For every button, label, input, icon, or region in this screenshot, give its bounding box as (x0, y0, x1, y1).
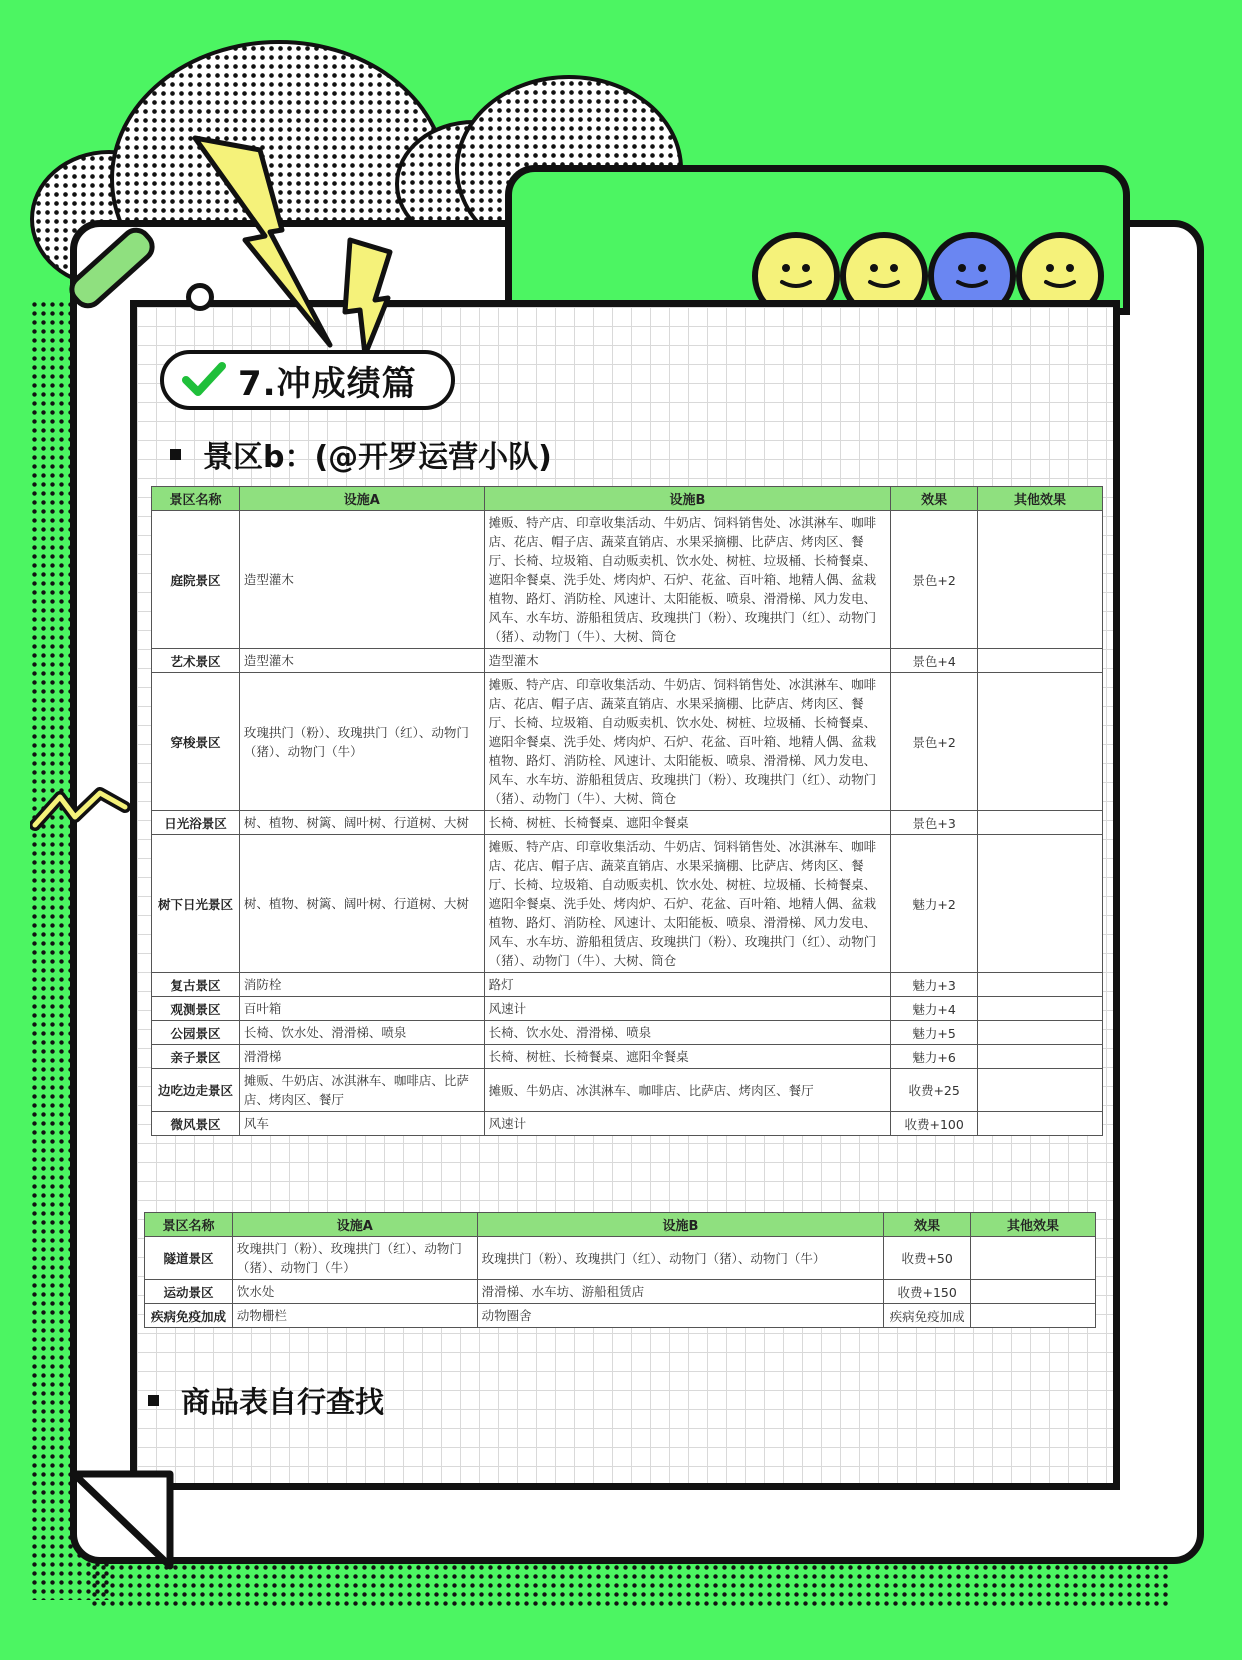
folded-corner (70, 1470, 180, 1570)
header-cell: 景区名称 (152, 487, 240, 511)
table-row (145, 1280, 1096, 1304)
table-row (152, 997, 1103, 1021)
effect-cell: 疾病免疫加成 (884, 1304, 971, 1328)
other-effect-cell (978, 673, 1103, 811)
facility-a-cell: 树、植物、树篱、阔叶树、行道树、大树 (239, 811, 484, 835)
other-effect-cell (978, 649, 1103, 673)
row-name-cell: 运动景区 (145, 1280, 233, 1304)
facility-b-cell: 摊贩、牛奶店、冰淇淋车、咖啡店、比萨店、烤肉区、餐厅 (484, 1069, 891, 1112)
facility-b-cell: 摊贩、特产店、印章收集活动、牛奶店、饲料销售处、冰淇淋车、咖啡店、花店、帽子店、蔬菜直销店、水果采摘棚、比萨店、烤肉区、餐厅、长椅、垃圾箱、自动贩卖机、饮水处、树桩、垃圾桶、长椅餐桌、遮阳伞餐桌、洗手处、烤肉炉、石炉、花盆、百叶箱、地精人偶、盆栽植物、路灯、消防栓、风速计、太阳能板、喷泉、滑滑梯、风力发电、风车、水车坊、游船租赁店、玫瑰拱门（粉）、玫瑰拱门（红）、动物门（猪）、动物门（牛）、大树、筒仓 (484, 673, 891, 811)
bullet-icon (148, 1395, 159, 1406)
table-row (152, 1112, 1103, 1136)
other-effect-cell (971, 1280, 1096, 1304)
section-heading-1 (170, 432, 552, 476)
row-name-cell: 复古景区 (152, 973, 240, 997)
row-name-cell: 亲子景区 (152, 1045, 240, 1069)
facility-b-cell: 长椅、树桩、长椅餐桌、遮阳伞餐桌 (484, 1045, 891, 1069)
table-row (145, 1304, 1096, 1328)
facility-a-cell: 百叶箱 (239, 997, 484, 1021)
effect-cell: 景色+4 (891, 649, 978, 673)
effect-cell: 魅力+2 (891, 835, 978, 973)
lightning-icon (190, 130, 410, 360)
effect-cell: 景色+3 (891, 811, 978, 835)
scenic-table-1 (151, 486, 1103, 1136)
row-name-cell: 观测景区 (152, 997, 240, 1021)
row-name-cell: 公园景区 (152, 1021, 240, 1045)
effect-cell: 收费+100 (891, 1112, 978, 1136)
other-effect-cell (978, 511, 1103, 649)
row-name-cell: 隧道景区 (145, 1237, 233, 1280)
row-name-cell: 微风景区 (152, 1112, 240, 1136)
other-effect-cell (978, 811, 1103, 835)
facility-a-cell: 风车 (239, 1112, 484, 1136)
table-row (152, 673, 1103, 811)
table-row (152, 511, 1103, 649)
header-cell: 景区名称 (145, 1213, 233, 1237)
effect-cell: 魅力+3 (891, 973, 978, 997)
facility-b-cell: 风速计 (484, 1112, 891, 1136)
facility-a-cell: 树、植物、树篱、阔叶树、行道树、大树 (239, 835, 484, 973)
effect-cell: 收费+150 (884, 1280, 971, 1304)
facility-a-cell: 玫瑰拱门（粉）、玫瑰拱门（红）、动物门（猪）、动物门（牛） (232, 1237, 477, 1280)
header-cell: 效果 (884, 1213, 971, 1237)
facility-a-cell: 造型灌木 (239, 649, 484, 673)
table-row (152, 835, 1103, 973)
other-effect-cell (978, 835, 1103, 973)
table-row (152, 973, 1103, 997)
facility-b-cell: 摊贩、特产店、印章收集活动、牛奶店、饲料销售处、冰淇淋车、咖啡店、花店、帽子店、蔬菜直销店、水果采摘棚、比萨店、烤肉区、餐厅、长椅、垃圾箱、自动贩卖机、饮水处、树桩、垃圾桶、长椅餐桌、遮阳伞餐桌、洗手处、烤肉炉、石炉、花盆、百叶箱、地精人偶、盆栽植物、路灯、消防栓、风速计、太阳能板、喷泉、滑滑梯、风力发电、风车、水车坊、游船租赁店、玫瑰拱门（粉）、玫瑰拱门（红）、动物门（猪）、动物门（牛）、大树、筒仓 (484, 835, 891, 973)
table-row (152, 1069, 1103, 1112)
row-name-cell: 庭院景区 (152, 511, 240, 649)
bullet-icon (170, 449, 181, 460)
table-row (152, 1045, 1103, 1069)
facility-b-cell: 动物圈舍 (477, 1304, 884, 1328)
scenic-table-2 (144, 1212, 1096, 1328)
header-cell: 设施B (484, 487, 891, 511)
row-name-cell: 树下日光景区 (152, 835, 240, 973)
page-title: 7.冲成绩篇 (238, 363, 417, 404)
row-name-cell: 日光浴景区 (152, 811, 240, 835)
facility-b-cell: 摊贩、特产店、印章收集活动、牛奶店、饲料销售处、冰淇淋车、咖啡店、花店、帽子店、蔬菜直销店、水果采摘棚、比萨店、烤肉区、餐厅、长椅、垃圾箱、自动贩卖机、饮水处、树桩、垃圾桶、长椅餐桌、遮阳伞餐桌、洗手处、烤肉炉、石炉、花盆、百叶箱、地精人偶、盆栽植物、路灯、消防栓、风速计、太阳能板、喷泉、滑滑梯、风力发电、风车、水车坊、游船租赁店、玫瑰拱门（粉）、玫瑰拱门（红）、动物门（猪）、动物门（牛）、大树、筒仓 (484, 511, 891, 649)
effect-cell: 景色+2 (891, 673, 978, 811)
header-cell: 设施A (232, 1213, 477, 1237)
table-row (152, 649, 1103, 673)
row-name-cell: 艺术景区 (152, 649, 240, 673)
facility-a-cell: 长椅、饮水处、滑滑梯、喷泉 (239, 1021, 484, 1045)
header-cell: 其他效果 (978, 487, 1103, 511)
zigzag-decoration (30, 785, 130, 835)
effect-cell: 收费+25 (891, 1069, 978, 1112)
facility-b-cell: 路灯 (484, 973, 891, 997)
header-cell: 设施B (477, 1213, 884, 1237)
facility-a-cell: 造型灌木 (239, 511, 484, 649)
heading-badge (160, 350, 455, 410)
checkmark-icon (180, 356, 228, 404)
other-effect-cell (978, 1021, 1103, 1045)
facility-a-cell: 饮水处 (232, 1280, 477, 1304)
facility-b-cell: 造型灌木 (484, 649, 891, 673)
effect-cell: 景色+2 (891, 511, 978, 649)
header-cell: 其他效果 (971, 1213, 1096, 1237)
row-name-cell: 疾病免疫加成 (145, 1304, 233, 1328)
other-effect-cell (971, 1304, 1096, 1328)
row-name-cell: 穿梭景区 (152, 673, 240, 811)
other-effect-cell (978, 973, 1103, 997)
section-heading-2 (148, 1380, 384, 1421)
other-effect-cell (978, 1112, 1103, 1136)
section-title: 景区b：(@开罗运营小队) (203, 440, 552, 475)
table-row (152, 811, 1103, 835)
facility-b-cell: 风速计 (484, 997, 891, 1021)
effect-cell: 魅力+5 (891, 1021, 978, 1045)
facility-a-cell: 玫瑰拱门（粉）、玫瑰拱门（红）、动物门（猪）、动物门（牛） (239, 673, 484, 811)
table-row (145, 1237, 1096, 1280)
facility-a-cell: 滑滑梯 (239, 1045, 484, 1069)
facility-a-cell: 动物栅栏 (232, 1304, 477, 1328)
other-effect-cell (971, 1237, 1096, 1280)
section-title: 商品表自行查找 (181, 1385, 385, 1419)
table-header-row (152, 487, 1103, 511)
other-effect-cell (978, 1045, 1103, 1069)
facility-a-cell: 摊贩、牛奶店、冰淇淋车、咖啡店、比萨店、烤肉区、餐厅 (239, 1069, 484, 1112)
facility-a-cell: 消防栓 (239, 973, 484, 997)
effect-cell: 收费+50 (884, 1237, 971, 1280)
other-effect-cell (978, 997, 1103, 1021)
facility-b-cell: 玫瑰拱门（粉）、玫瑰拱门（红）、动物门（猪）、动物门（牛） (477, 1237, 884, 1280)
table-header-row (145, 1213, 1096, 1237)
other-effect-cell (978, 1069, 1103, 1112)
effect-cell: 魅力+6 (891, 1045, 978, 1069)
header-cell: 效果 (891, 487, 978, 511)
table-row (152, 1021, 1103, 1045)
facility-b-cell: 滑滑梯、水车坊、游船租赁店 (477, 1280, 884, 1304)
facility-b-cell: 长椅、树桩、长椅餐桌、遮阳伞餐桌 (484, 811, 891, 835)
row-name-cell: 边吃边走景区 (152, 1069, 240, 1112)
effect-cell: 魅力+4 (891, 997, 978, 1021)
facility-b-cell: 长椅、饮水处、滑滑梯、喷泉 (484, 1021, 891, 1045)
header-cell: 设施A (239, 487, 484, 511)
